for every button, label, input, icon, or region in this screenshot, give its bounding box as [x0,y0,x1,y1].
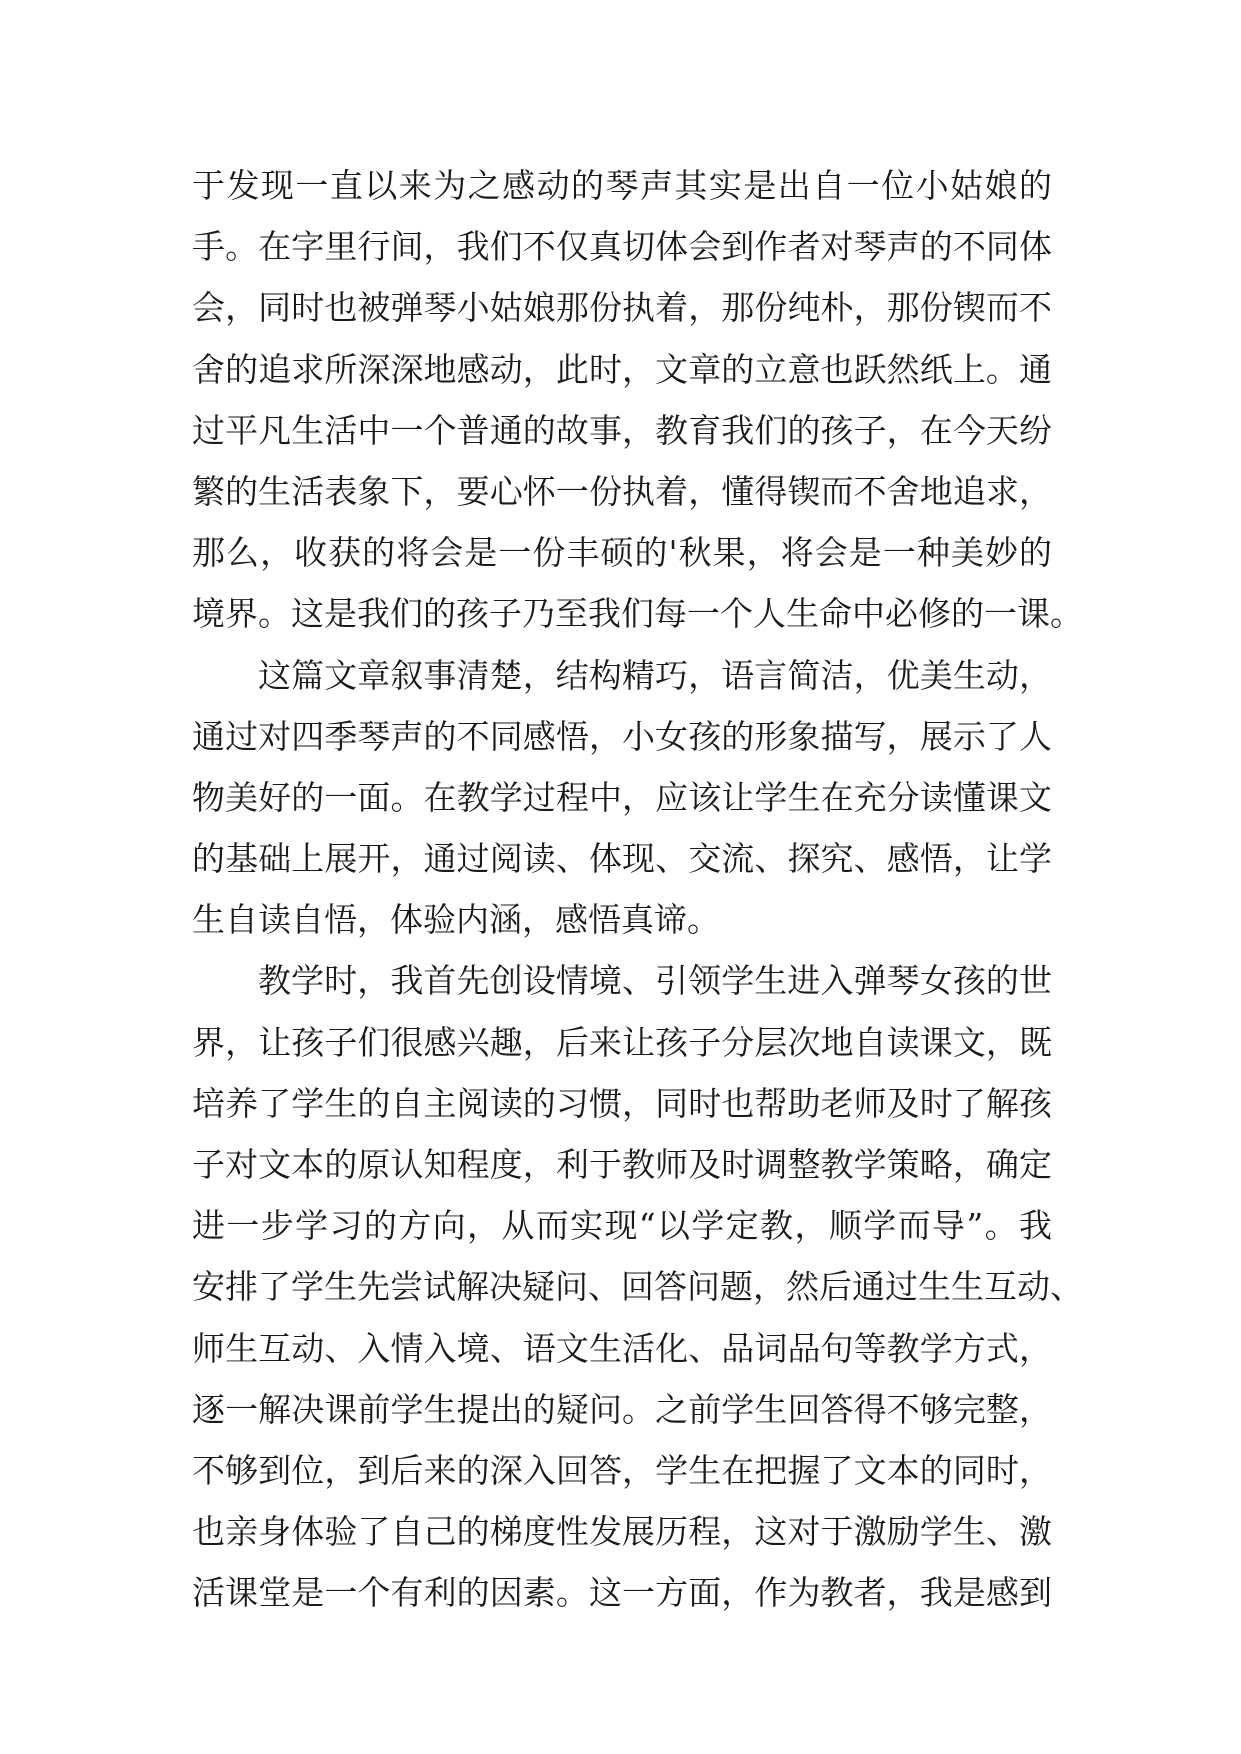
text-line: 手。在字里行间，我们不仅真切体会到作者对琴声的不同体 [192,227,1052,267]
text-line: 安排了学生先尝试解决疑问、回答问题，然后通过生生互动、 [192,1267,1083,1307]
text-line: 境界。这是我们的孩子乃至我们每一个人生命中必修的一课。 [192,594,1083,634]
text-line: 这篇文章叙事清楚，结构精巧，语言简洁，优美生动， [258,655,1052,695]
text-line: 不够到位，到后来的深入回答，学生在把握了文本的同时， [192,1450,1052,1490]
text-line: 培养了学生的自主阅读的习惯，同时也帮助老师及时了解孩 [192,1083,1052,1123]
text-line: 也亲身体验了自己的梯度性发展历程，这对于激励学生、激 [192,1512,1052,1552]
text-line: 繁的生活表象下，要心怀一份执着，懂得锲而不舍地追求， [192,471,1052,511]
text-line: 师生互动、入情入境、语文生活化、品词品句等教学方式， [192,1328,1052,1368]
paragraph-3 [192,950,1083,1623]
text-line: 那么，收获的将会是一份丰硕的'秋果，将会是一种美妙的 [192,533,1052,573]
text-line: 进一步学习的方向，从而实现“以学定教，顺学而导”。我 [192,1206,1052,1246]
text-line: 界，让孩子们很感兴趣，后来让孩子分层次地自读课文，既 [192,1022,1052,1062]
text-line: 舍的追求所深深地感动，此时，文章的立意也跃然纸上。通 [192,349,1052,389]
text-line: 于发现一直以来为之感动的琴声其实是出自一位小姑娘的 [192,166,1052,205]
text-line: 的基础上展开，通过阅读、体现、交流、探究、感悟，让学 [192,839,1052,879]
text-line: 过平凡生活中一个普通的故事，教育我们的孩子，在今天纷 [192,410,1052,450]
paragraph-1 [192,155,1083,645]
text-line: 通过对四季琴声的不同感悟，小女孩的形象描写，展示了人 [192,716,1052,756]
text-line: 生自读自悟，体验内涵，感悟真谛。 [192,900,720,940]
text-line: 逐一解决课前学生提出的疑问。之前学生回答得不够完整， [192,1389,1052,1429]
text-line: 会，同时也被弹琴小姑娘那份执着，那份纯朴，那份锲而不 [192,288,1052,328]
text-line: 子对文本的原认知程度，利于教师及时调整教学策略，确定 [192,1145,1052,1184]
text-line: 教学时，我首先创设情境、引领学生进入弹琴女孩的世 [258,961,1052,1001]
paragraph-2 [192,645,1052,951]
body-text [192,155,1083,1624]
text-line: 物美好的一面。在教学过程中，应该让学生在充分读懂课文 [192,777,1052,817]
text-line: 活课堂是一个有利的因素。这一方面，作为教者，我是感到 [192,1573,1052,1613]
